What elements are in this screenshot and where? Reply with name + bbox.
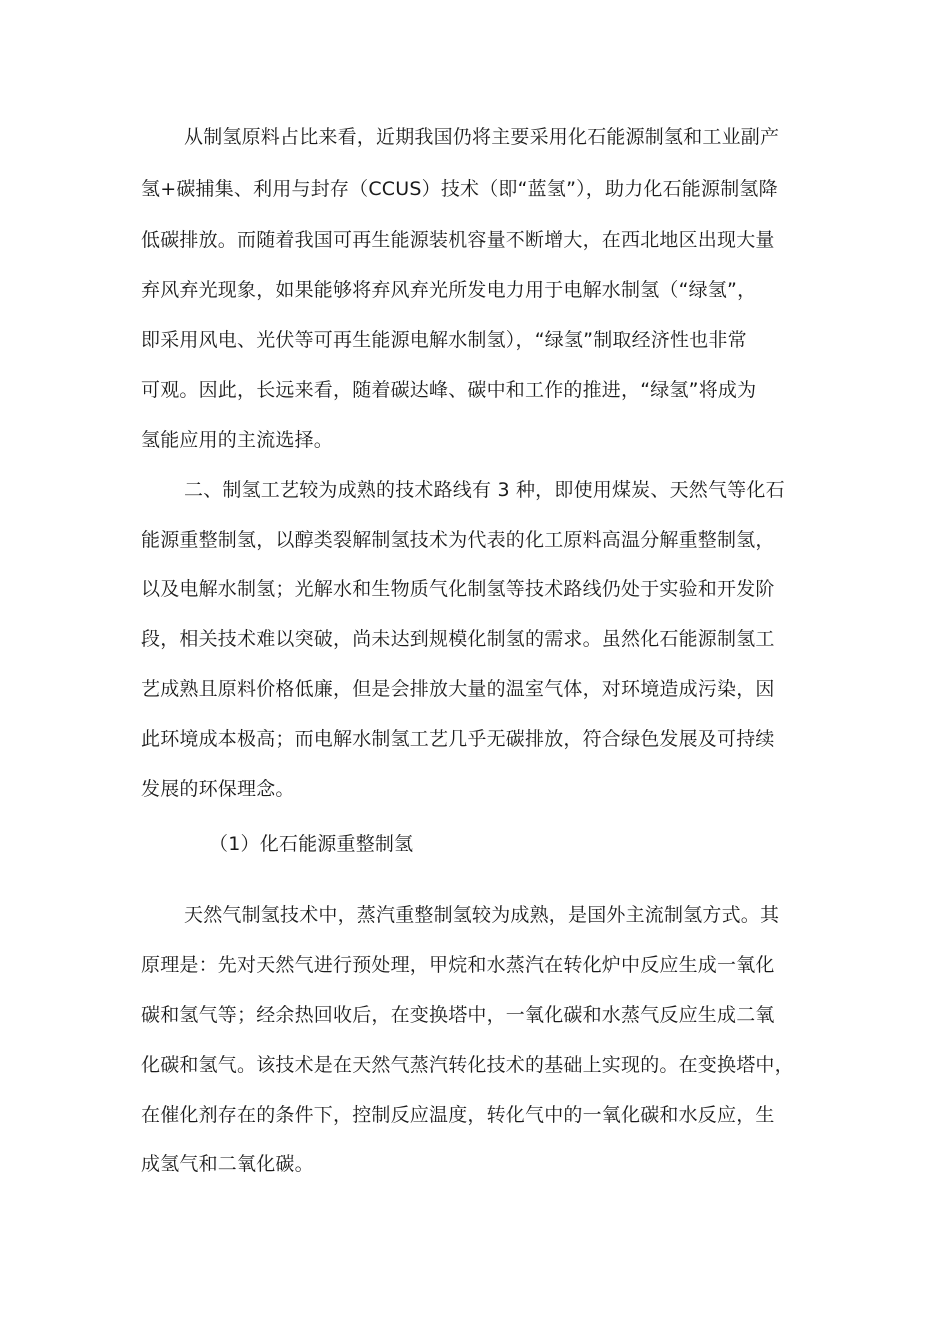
- paragraph-3-line-4: 化碳和氢气。该技术是在天然气蒸汽转化技术的基础上实现的。在变换塔中，: [141, 1054, 794, 1076]
- paragraph-2-line-7: 发展的环保理念。: [141, 778, 295, 800]
- paragraph-2-line-2: 能源重整制氢，以醇类裂解制氢技术为代表的化工原料高温分解重整制氢，: [141, 529, 775, 551]
- paragraph-3-line-3: 碳和氢气等；经余热回收后，在变换塔中，一氧化碳和水蒸气反应生成二氧: [141, 1004, 775, 1026]
- paragraph-2-line-5: 艺成熟且原料价格低廉，但是会排放大量的温室气体，对环境造成污染，因: [141, 678, 775, 700]
- section-heading: （1）化石能源重整制氢: [209, 833, 414, 855]
- paragraph-1-line-7: 氢能应用的主流选择。: [141, 429, 334, 451]
- paragraph-2-line-4: 段，相关技术难以突破，尚未达到规模化制氢的需求。虽然化石能源制氢工: [141, 628, 775, 650]
- paragraph-3-line-6: 成氢气和二氧化碳。: [141, 1153, 314, 1175]
- paragraph-1-line-2: 氢+碳捕集、利用与封存（CCUS）技术（即“蓝氢”），助力化石能源制氢降: [141, 178, 778, 200]
- paragraph-2-line-3: 以及电解水制氢；光解水和生物质气化制氢等技术路线仍处于实验和开发阶: [141, 578, 775, 600]
- paragraph-1-line-1: 从制氢原料占比来看，近期我国仍将主要采用化石能源制氢和工业副产: [184, 126, 780, 148]
- paragraph-1-line-6: 可观。因此，长远来看，随着碳达峰、碳中和工作的推进，“绿氢”将成为: [141, 379, 757, 401]
- paragraph-1-line-5: 即采用风电、光伏等可再生能源电解水制氢），“绿氢”制取经济性也非常: [141, 329, 747, 351]
- paragraph-2-line-6: 此环境成本极高；而电解水制氢工艺几乎无碳排放，符合绿色发展及可持续: [141, 728, 775, 750]
- paragraph-3-line-2: 原理是：先对天然气进行预处理，甲烷和水蒸汽在转化炉中反应生成一氧化: [141, 954, 775, 976]
- paragraph-3-line-1: 天然气制氢技术中，蒸汽重整制氢较为成熟，是国外主流制氢方式。其: [184, 904, 780, 926]
- paragraph-3-line-5: 在催化剂存在的条件下，控制反应温度，转化气中的一氧化碳和水反应，生: [141, 1104, 775, 1126]
- paragraph-1-line-4: 弃风弃光现象，如果能够将弃风弃光所发电力用于电解水制氢（“绿氢”，: [141, 279, 757, 301]
- paragraph-1-line-3: 低碳排放。而随着我国可再生能源装机容量不断增大，在西北地区出现大量: [141, 229, 775, 251]
- paragraph-2-line-1: 二、制氢工艺较为成熟的技术路线有 3 种，即使用煤炭、天然气等化石: [184, 479, 785, 501]
